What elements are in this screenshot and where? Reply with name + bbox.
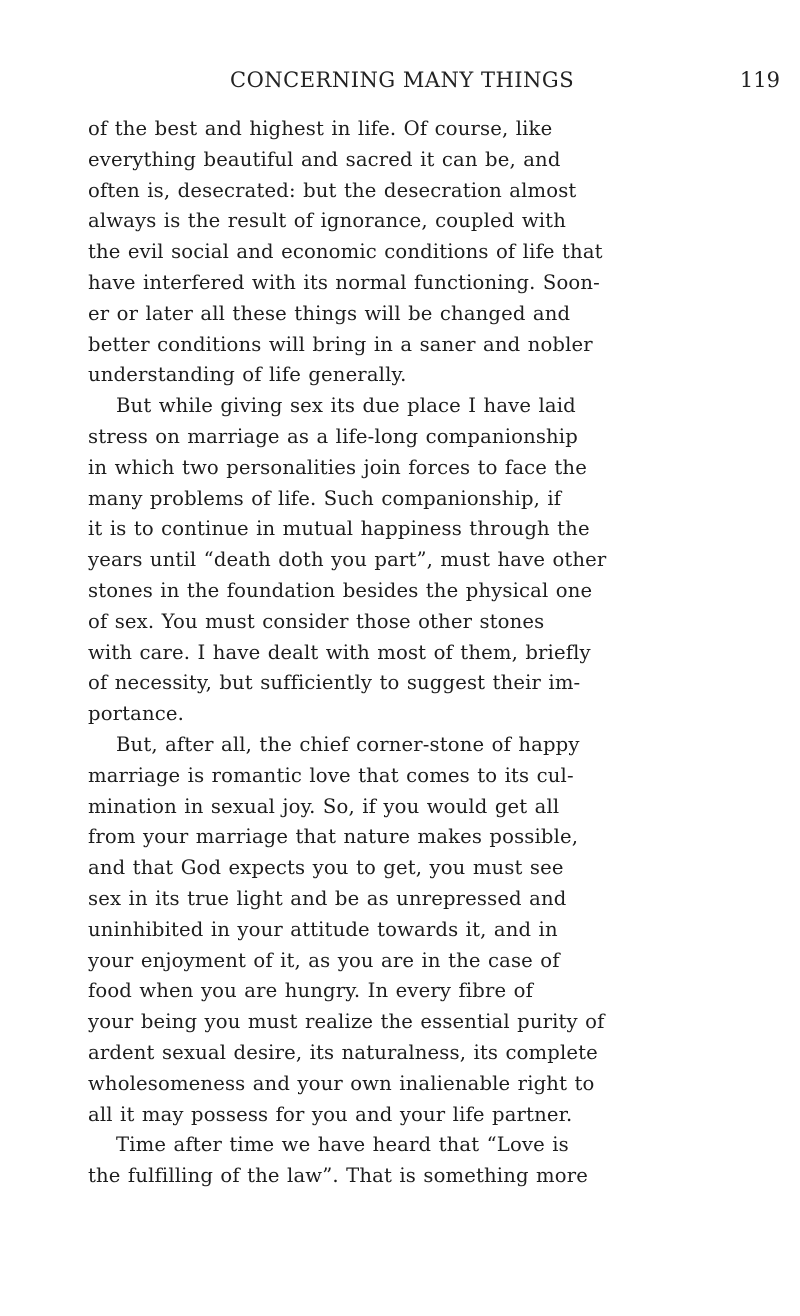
text-line: from your marriage that nature makes possible, xyxy=(88,825,579,849)
text-line: er or later all these things will be changed and xyxy=(88,301,571,325)
text-line: of sex. You must consider those other stones xyxy=(88,609,545,633)
text-line: understanding of life generally. xyxy=(88,363,407,387)
text-line: your being you must realize the essential purity of xyxy=(88,1010,605,1034)
text-line: stones in the foundation besides the physical one xyxy=(88,578,593,602)
page-number: 119 xyxy=(739,68,780,92)
text-line: many problems of life. Such companionship, if xyxy=(88,486,562,510)
paragraph-start-line: But, after all, the chief corner-stone of happy xyxy=(116,732,580,756)
text-line: all it may possess for you and your life partner. xyxy=(88,1102,573,1126)
text-line: uninhibited in your attitude towards it, and in xyxy=(88,917,558,941)
running-title: CONCERNING MANY THINGS xyxy=(230,68,575,92)
text-line: years until “death doth you part”, must have other xyxy=(88,548,607,572)
text-line: everything beautiful and sacred it can be, and xyxy=(88,147,561,171)
text-line: sex in its true light and be as unrepressed and xyxy=(88,886,567,910)
text-line: have interfered with its normal functioning. Soon- xyxy=(88,270,600,294)
text-line: your enjoyment of it, as you are in the case of xyxy=(88,948,560,972)
text-line: always is the result of ignorance, coupled with xyxy=(88,209,566,233)
text-line: of the best and highest in life. Of course, like xyxy=(88,117,553,140)
text-line: food when you are hungry. In every fibre of xyxy=(88,979,533,1003)
text-line: the evil social and economic conditions of life that xyxy=(88,240,603,264)
text-line: and that God expects you to get, you must see xyxy=(88,856,564,880)
text-line: the fulfilling of the law”. That is something more xyxy=(88,1164,588,1188)
paragraph-start-line: Time after time we have heard that “Love is xyxy=(116,1133,569,1157)
text-line: stress on marriage as a life-long companionship xyxy=(88,424,578,448)
text-line: it is to continue in mutual happiness through the xyxy=(88,517,590,541)
text-line: often is, desecrated: but the desecration almost xyxy=(88,178,577,202)
text-line: wholesomeness and your own inalienable right to xyxy=(88,1071,595,1095)
text-line: portance. xyxy=(88,702,185,726)
text-line: marriage is romantic love that comes to its cul- xyxy=(88,763,574,787)
text-line: mination in sexual joy. So, if you would get all xyxy=(88,794,560,818)
text-line: with care. I have dealt with most of them, briefly xyxy=(88,640,591,664)
body-text xyxy=(88,114,788,1192)
text-line: ardent sexual desire, its naturalness, its complete xyxy=(88,1040,598,1064)
paragraph-start-line: But while giving sex its due place I have laid xyxy=(116,394,576,418)
text-line: better conditions will bring in a saner and nobler xyxy=(88,332,593,356)
text-line: in which two personalities join forces to face the xyxy=(88,455,587,479)
text-line: of necessity, but sufficiently to suggest their im- xyxy=(88,671,581,695)
running-head xyxy=(230,64,780,96)
